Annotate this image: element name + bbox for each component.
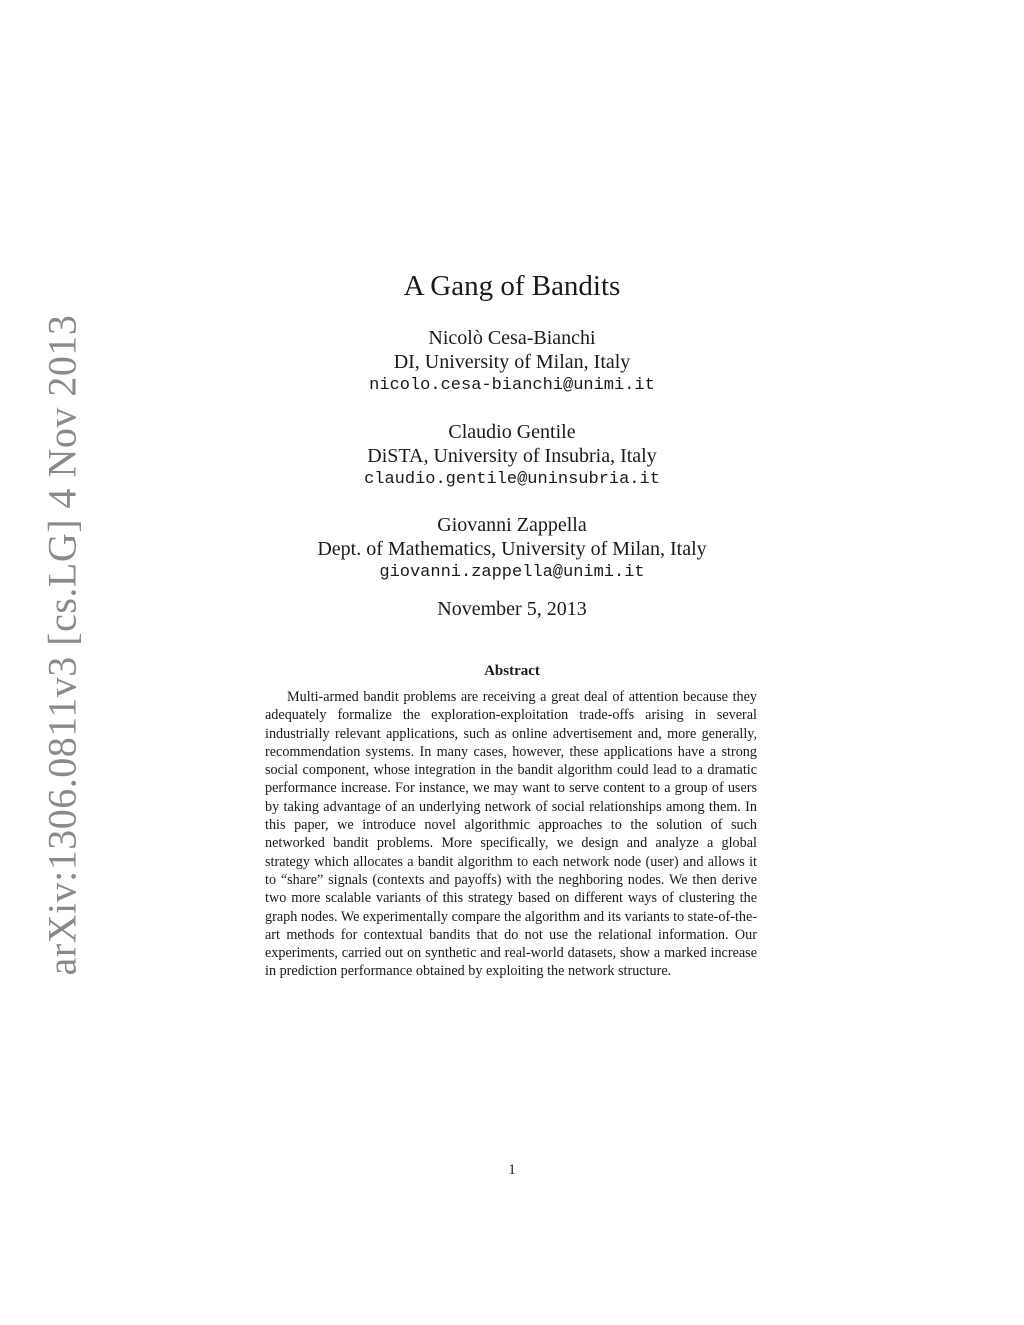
paper-title: A Gang of Bandits xyxy=(403,270,621,302)
arxiv-identifier-stamp: arXiv:1306.0811v3 [cs.LG] 4 Nov 2013 xyxy=(39,314,85,976)
author-name: Giovanni Zappella xyxy=(437,514,587,536)
page-number: 1 xyxy=(508,1162,516,1178)
author-block-2 xyxy=(0,420,1024,492)
author-affiliation: DI, University of Milan, Italy xyxy=(393,351,631,373)
abstract-heading: Abstract xyxy=(484,663,540,679)
author-email: claudio.gentile@uninsubria.it xyxy=(364,470,660,489)
author-affiliation: DiSTA, University of Insubria, Italy xyxy=(367,445,657,467)
paper-date: November 5, 2013 xyxy=(437,598,587,620)
author-email: giovanni.zappella@unimi.it xyxy=(379,563,645,582)
author-name: Nicolò Cesa-Bianchi xyxy=(428,327,596,349)
author-affiliation: Dept. of Mathematics, University of Milan, Italy xyxy=(317,538,707,560)
author-name: Claudio Gentile xyxy=(448,421,576,443)
author-email: nicolo.cesa-bianchi@unimi.it xyxy=(369,376,655,395)
abstract-body: Multi-armed bandit problems are receiving a great deal of attention because they adequately formalize the exploration-exploitation trade-offs arising in several industrially relevant applications, such as online advertisement and, more generally, recommendation systems. In many cases, however, these applications have a strong social component, whose integration in the bandit algorithm could lead to a dramatic performance increase. For instance, we may want to serve content to a group of users by taking advantage of an underlying network of social relationships among them. In this paper, we introduce novel algorithmic approaches to the solution of such networked bandit problems. More specifically, we design and analyze a global strategy which allocates a bandit algorithm to each network node (user) and allows it to “share” signals (contexts and payoffs) with the neghboring nodes. We then derive two more scalable variants of this strategy based on different ways of clustering the graph nodes. We experimentally compare the algorithm and its variants to state-of-the-art methods for contextual bandits that do not use the relational information. Our experiments, carried out on synthetic and real-world datasets, show a marked increase in prediction performance obtained by exploiting the network structure. xyxy=(265,689,757,980)
author-block-3 xyxy=(0,513,1024,585)
author-block-1 xyxy=(0,326,1024,398)
